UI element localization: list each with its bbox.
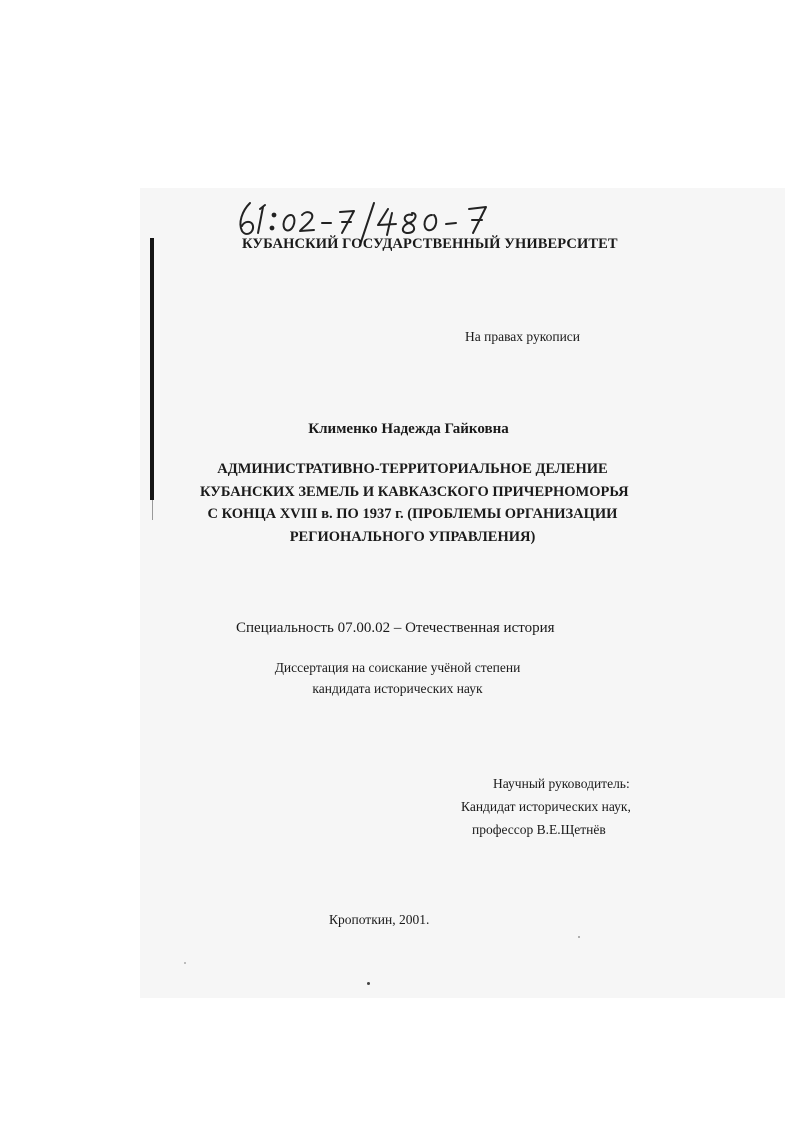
specialty-line: Специальность 07.00.02 – Отечественная история xyxy=(236,620,555,636)
title-line: КУБАНСКИХ ЗЕМЕЛЬ И КАВКАЗСКОГО ПРИЧЕРНОМОРЬЯ xyxy=(200,483,629,500)
scan-speck xyxy=(367,982,370,985)
supervisor-degree: Кандидат исторических наук, xyxy=(461,799,631,814)
manuscript-rights-note: На правах рукописи xyxy=(465,329,581,344)
university-name: КУБАНСКИЙ ГОСУДАРСТВЕННЫЙ УНИВЕРСИТЕТ xyxy=(242,236,618,252)
degree-line: кандидата исторических наук xyxy=(312,681,483,696)
supervisor-label: Научный руководитель: xyxy=(493,776,630,791)
city-and-year: Кропоткин, 2001. xyxy=(329,912,430,927)
scan-speck xyxy=(184,962,186,964)
degree-statement xyxy=(250,657,545,699)
dissertation-title xyxy=(200,458,629,548)
scanned-sheet xyxy=(140,188,785,998)
supervisor-name: профессор В.Е.Щетнёв xyxy=(472,822,606,837)
scan-speck xyxy=(578,936,580,938)
scan-edge-shadow xyxy=(150,238,154,500)
scan-edge-shadow-faint xyxy=(152,500,153,520)
title-line: РЕГИОНАЛЬНОГО УПРАВЛЕНИЯ) xyxy=(289,528,536,545)
supervisor-info xyxy=(440,772,660,841)
title-line: С КОНЦА XVIII в. ПО 1937 г. (ПРОБЛЕМЫ ОРГАНИЗАЦИИ xyxy=(207,506,618,522)
author-name: Клименко Надежда Гайковна xyxy=(308,421,509,437)
handwritten-code-text xyxy=(236,196,515,231)
degree-line: Диссертация на соискание учёной степени xyxy=(274,660,521,675)
title-line: АДМИНИСТРАТИВНО-ТЕРРИТОРИАЛЬНОЕ ДЕЛЕНИЕ xyxy=(217,461,608,477)
